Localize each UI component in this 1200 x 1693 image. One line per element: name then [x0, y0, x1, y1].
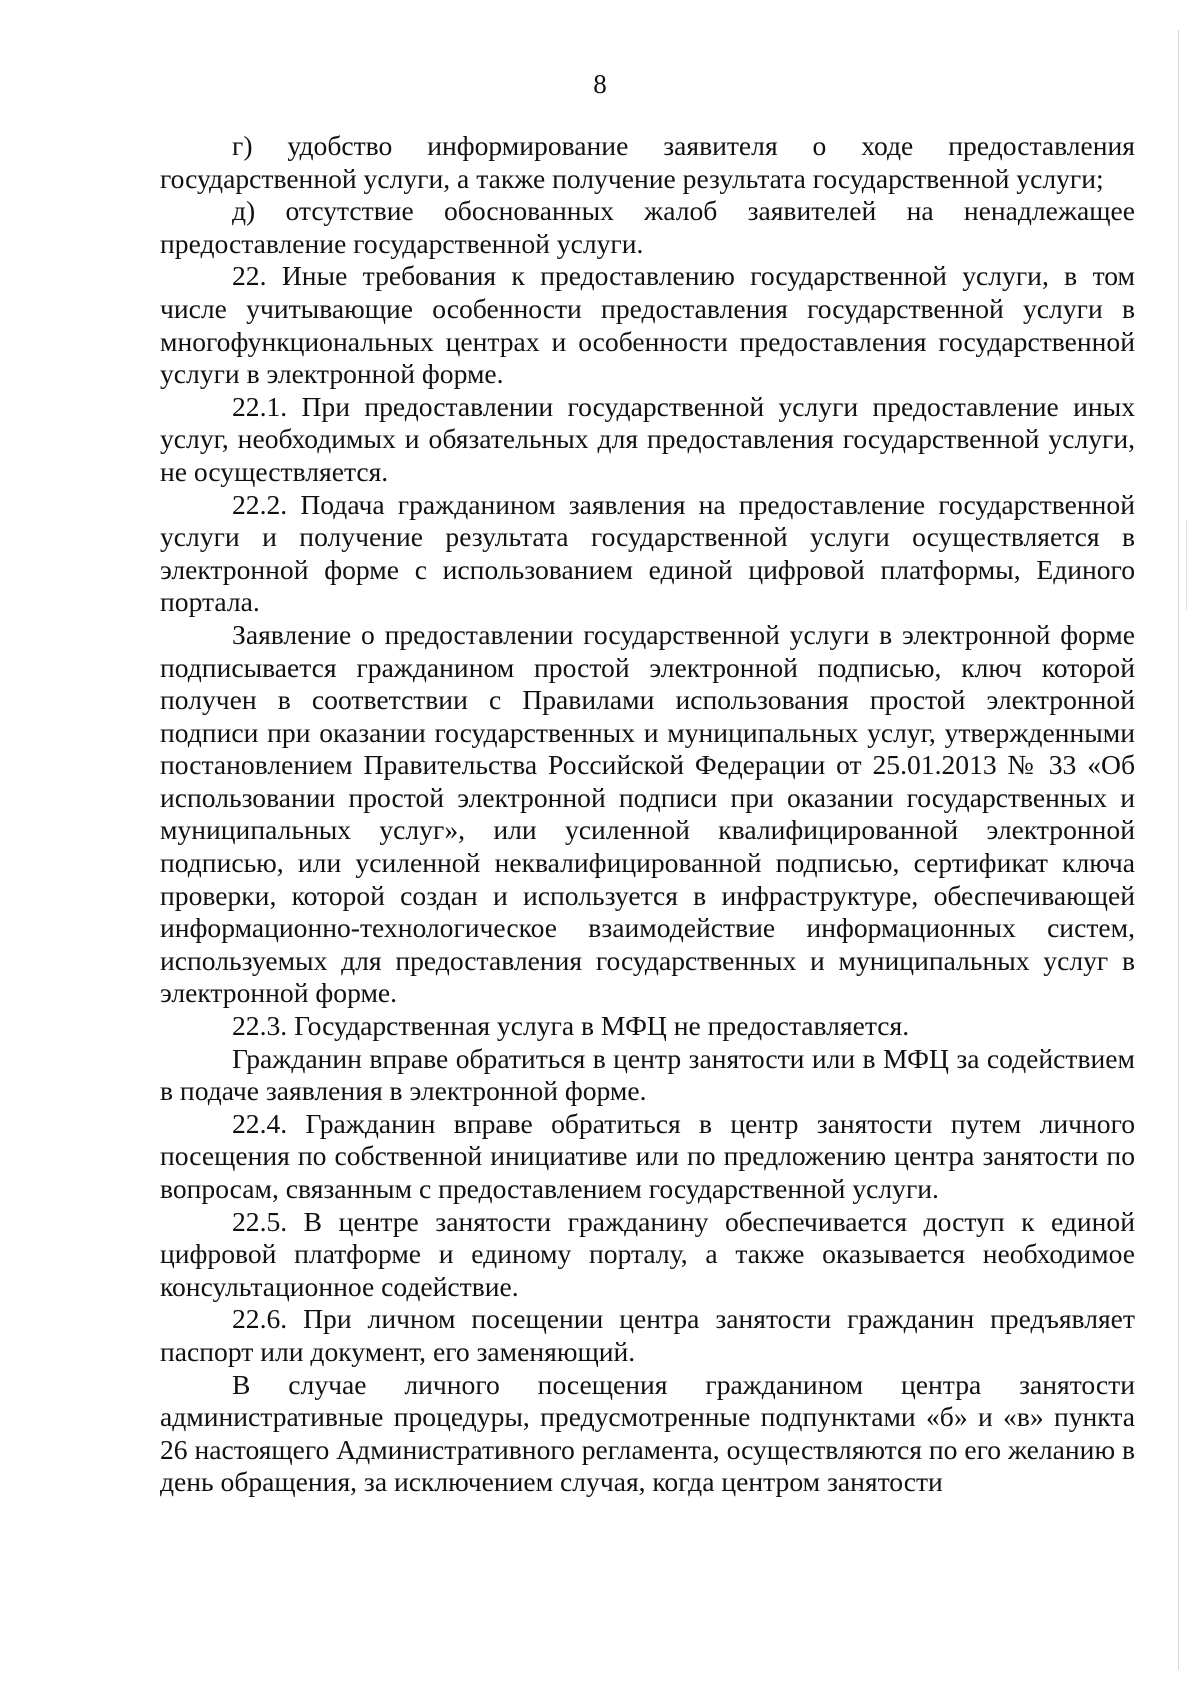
paragraph-personal-visit: В случае личного посещения гражданином центра занятости административные процедуры, предусмотренные подпунктами «б» и «в» пункта 26 настоящего Административного регламента, осуществляются по его желанию в день обращения, за исключением случая, когда центром занятости — [160, 1368, 1135, 1498]
paragraph-22-1: 22.1. При предоставлении государственной услуги предоставление иных услуг, необходимых и обязательных для предоставления государственной услуги, не осуществляется. — [160, 390, 1135, 487]
page-number: 8 — [593, 69, 607, 99]
document-body — [160, 130, 1135, 1499]
scan-edge-line — [1178, 30, 1179, 1670]
paragraph-22: 22. Иные требования к предоставлению государственной услуги, в том числе учитывающие особенности предоставления государственной услуги в многофункциональных центрах и особенности предоставления государственной услуги в электронной форме. — [160, 260, 1135, 390]
paragraph-item-d: д) отсутствие обоснованных жалоб заявителей на ненадлежащее предоставление государственной услуги. — [160, 195, 1135, 259]
paragraph-22-4: 22.4. Гражданин вправе обратиться в центр занятости путем личного посещения по собственной инициативе или по предложению центра занятости по вопросам, связанным с предоставлением государственной услуги. — [160, 1107, 1135, 1204]
paragraph-mfc-assistance: Гражданин вправе обратиться в центр занятости или в МФЦ за содействием в подаче заявления в электронной форме. — [160, 1042, 1135, 1107]
paragraph-22-6: 22.6. При личном посещении центра занятости гражданин предъявляет паспорт или документ, его заменяющий. — [160, 1303, 1135, 1367]
paragraph-22-5: 22.5. В центре занятости гражданину обеспечивается доступ к единой цифровой платформе и единому порталу, а также оказывается необходимое консультационное содействие. — [160, 1205, 1135, 1302]
scan-edge-line — [1186, 520, 1187, 610]
paragraph-item-g: г) удобство информирование заявителя о ходе предоставления государственной услуги, а также получение результата государственной услуги; — [160, 130, 1135, 194]
paragraph-22-3: 22.3. Государственная услуга в МФЦ не предоставляется. — [232, 1010, 910, 1042]
paragraph-22-2: 22.2. Подача гражданином заявления на предоставление государственной услуги и получение результата государственной услуги осуществляется в электронной форме с использованием единой цифровой платформы, Единого портала. — [160, 488, 1135, 618]
paragraph-electronic-signature: Заявление о предоставлении государственной услуги в электронной форме подписывается гражданином простой электронной подписью, ключ которой получен в соответствии с Правилами использования простой электронной подписи при оказании государственных и муниципальных услуг, утвержденными постановлением Правительства Российской Федерации от 25.01.2013 № 33 «Об использовании простой электронной подписи при оказании государственных и муниципальных услуг», или усиленной квалифицированной электронной подписью, или усиленной неквалифицированной подписью, сертификат ключа проверки, которой создан и используется в инфраструктуре, обеспечивающей информационно-технологическое взаимодействие информационных систем, используемых для предоставления государственных и муниципальных услуг в электронной форме. — [160, 618, 1135, 1009]
